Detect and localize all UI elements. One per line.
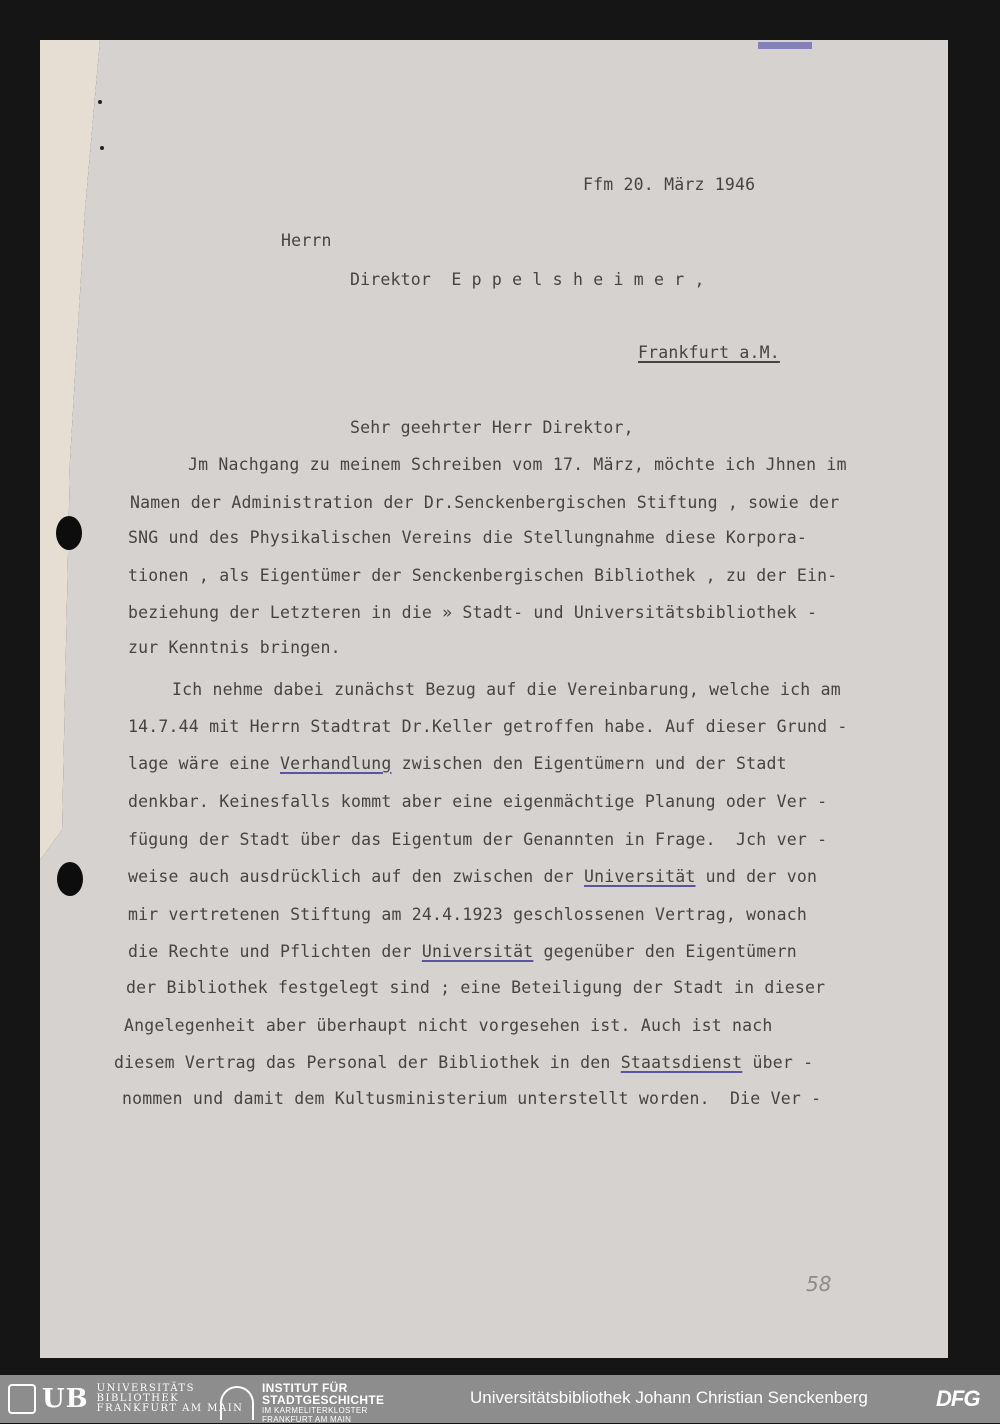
underlined-term-universitaet: Universität [421, 942, 534, 961]
punch-hole-icon [57, 862, 83, 896]
body-line: fügung der Stadt über das Eigentum der Genannten in Frage. Jch ver - [128, 830, 828, 849]
body-segment: lage wäre eine [128, 754, 281, 773]
greeting: Sehr geehrter Herr Direktor, [350, 418, 634, 437]
body-line: der Bibliothek festgelegt sind ; eine Beteiligung der Stadt in dieser [126, 978, 826, 997]
body-line [114, 1053, 813, 1072]
isg-logo-line: FRANKFURT AM MAIN [262, 1415, 352, 1424]
salutation-prefix: Herrn [281, 231, 332, 250]
body-line [128, 867, 817, 886]
underlined-term-universitaet: Universität [584, 867, 696, 886]
isg-logo[interactable] [220, 1382, 384, 1424]
body-line: SNG und des Physikalischen Vereins die Stellungnahme diese Korpora- [128, 528, 807, 547]
body-line: Namen der Administration der Dr.Senckenbergischen Stiftung , sowie der [130, 493, 840, 512]
body-line: mir vertretenen Stiftung am 24.4.1923 geschlossenen Vertrag, wonach [128, 905, 807, 924]
body-line: denkbar. Keinesfalls kommt aber eine eigenmächtige Planung oder Ver - [128, 792, 828, 811]
body-line: Angelegenheit aber überhaupt nicht vorgesehen ist. Auch ist nach [124, 1016, 773, 1035]
body-line [128, 754, 787, 773]
body-segment: und der von [695, 867, 818, 886]
footer-library-name[interactable]: Universitätsbibliothek Johann Christian Senckenberg [470, 1388, 868, 1407]
underlined-term-verhandlung: Verhandlung [280, 754, 392, 773]
recipient-city: Frankfurt a.M. [638, 343, 780, 362]
isg-logo-line: INSTITUT FÜR [262, 1381, 348, 1395]
body-line: nommen und damit dem Kultusministerium unterstellt worden. Die Ver - [122, 1089, 822, 1108]
footer-bar [0, 1375, 1000, 1423]
margin-dot [100, 146, 104, 150]
body-line: beziehung der Letzteren in die » Stadt- und Universitätsbibliothek - [128, 603, 818, 622]
dfg-logo[interactable]: DFG [936, 1386, 980, 1411]
body-line: 14.7.44 mit Herrn Stadtrat Dr.Keller getroffen habe. Auf dieser Grund - [128, 717, 848, 736]
ub-logo-letters: UB [42, 1384, 89, 1414]
letter-page [40, 40, 948, 1358]
pencil-folio-number: 58 [806, 1272, 832, 1296]
isg-logo-text [262, 1382, 384, 1424]
letter-date: Ffm 20. März 1946 [583, 175, 756, 194]
body-line: Ich nehme dabei zunächst Bezug auf die Vereinbarung, welche ich am [172, 680, 841, 699]
body-segment: weise auch ausdrücklich auf den zwischen der [128, 867, 585, 886]
body-segment: über - [742, 1053, 814, 1072]
purple-stamp-mark [758, 42, 812, 49]
ub-logo-line: BIBLIOTHEK [96, 1393, 180, 1404]
body-segment: diesem Vertrag das Personal der Bibliothek in den [114, 1053, 621, 1072]
isg-arch-icon [220, 1386, 254, 1420]
margin-dot [98, 100, 102, 104]
isg-logo-line: STADTGESCHICHTE [262, 1393, 385, 1407]
body-segment: zwischen den Eigentümern und der Stadt [391, 754, 787, 773]
body-line: tionen , als Eigentümer der Senckenbergischen Bibliothek , zu der Ein- [128, 566, 838, 585]
ub-logo-line: FRANKFURT AM MAIN [96, 1403, 244, 1414]
isg-logo-line: IM KARMELITERKLOSTER [262, 1406, 368, 1415]
body-line: zur Kenntnis bringen. [128, 638, 341, 657]
body-line [128, 942, 797, 961]
body-segment: die Rechte und Pflichten der [128, 942, 422, 961]
body-line: Jm Nachgang zu meinem Schreiben vom 17. März, möchte ich Jhnen im [188, 455, 847, 474]
body-segment: gegenüber den Eigentümern [533, 942, 797, 961]
ub-seal-icon [8, 1384, 36, 1414]
ub-logo-line: UNIVERSITÄTS [96, 1383, 195, 1394]
punch-hole-icon [56, 516, 82, 550]
underlined-term-staatsdienst: Staatsdienst [620, 1053, 743, 1072]
recipient-name: Direktor E p p e l s h e i m e r , [350, 270, 705, 289]
ub-logo[interactable] [8, 1383, 243, 1415]
